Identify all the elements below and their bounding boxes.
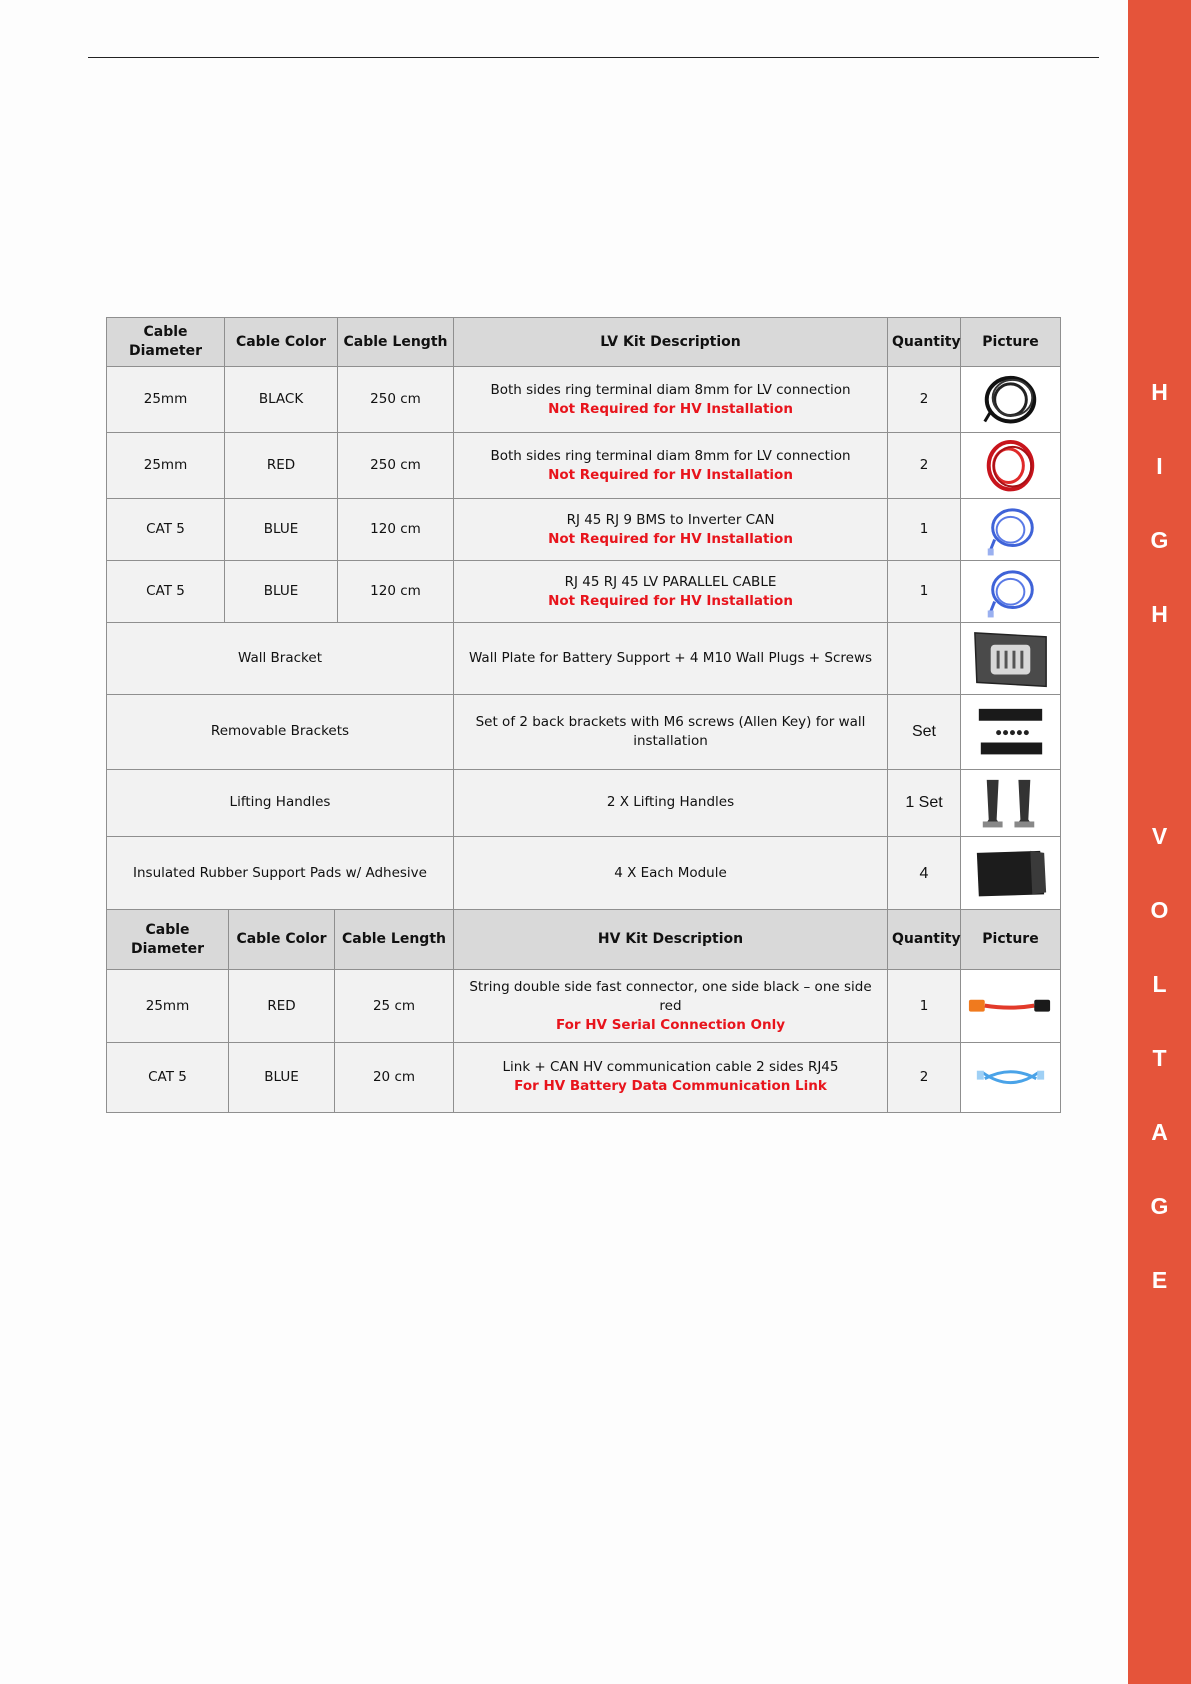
- rubber-pads-image: [961, 837, 1060, 910]
- picture-cell: [961, 367, 1061, 433]
- accessory-name: Wall Bracket: [107, 623, 454, 695]
- back-brackets-image: [961, 695, 1060, 768]
- cable-color: RED: [225, 433, 338, 499]
- header-picture: Picture: [961, 318, 1061, 367]
- cable-length: 120 cm: [338, 561, 454, 623]
- blue-link-cable-image: [961, 1043, 1060, 1111]
- description: [454, 561, 888, 623]
- hv-note: For HV Battery Data Communication Link: [514, 1078, 827, 1095]
- kit-table: [106, 317, 1061, 911]
- description: 2 X Lifting Handles: [454, 769, 888, 836]
- cable-diameter: 25mm: [107, 970, 229, 1043]
- side-letter: O: [1150, 897, 1169, 923]
- picture-cell: [961, 769, 1061, 836]
- accessory-name: Insulated Rubber Support Pads w/ Adhesive: [107, 836, 454, 910]
- hv-header-row: [107, 910, 1061, 970]
- side-letter: L: [1152, 971, 1167, 997]
- table-row: [107, 769, 1061, 836]
- quantity: 4: [888, 836, 961, 910]
- description: Wall Plate for Battery Support + 4 M10 Wall Plugs + Screws: [454, 623, 888, 695]
- hv-connector-cable-image: [961, 970, 1060, 1042]
- description-text: Both sides ring terminal diam 8mm for LV connection: [490, 447, 851, 464]
- cable-length: 250 cm: [338, 433, 454, 499]
- table-row: [107, 499, 1061, 561]
- picture-cell: [961, 499, 1061, 561]
- description: [454, 970, 888, 1043]
- blue-network-cable-image: [961, 562, 1060, 621]
- cable-diameter: CAT 5: [107, 561, 225, 623]
- side-letter: E: [1151, 1267, 1168, 1293]
- description: [454, 433, 888, 499]
- cable-diameter: 25mm: [107, 433, 225, 499]
- description: Set of 2 back brackets with M6 screws (Allen Key) for wall installation: [454, 695, 888, 769]
- cable-length: 250 cm: [338, 367, 454, 433]
- table-row: [107, 561, 1061, 623]
- side-letter: G: [1150, 527, 1169, 553]
- description: [454, 1043, 888, 1112]
- hv-note: Not Required for HV Installation: [548, 466, 793, 483]
- accessory-name: Removable Brackets: [107, 695, 454, 769]
- picture-cell: [961, 1043, 1061, 1112]
- description-text: Both sides ring terminal diam 8mm for LV connection: [490, 381, 851, 398]
- picture-cell: [961, 433, 1061, 499]
- header-cable-color: Cable Color: [229, 910, 335, 970]
- cable-color: RED: [229, 970, 335, 1043]
- quantity: 2: [888, 367, 961, 433]
- table-row: [107, 1043, 1061, 1112]
- description: [454, 499, 888, 561]
- cable-color: BLUE: [229, 1043, 335, 1112]
- hv-note: Not Required for HV Installation: [548, 530, 793, 547]
- description: [454, 367, 888, 433]
- hv-note: Not Required for HV Installation: [548, 400, 793, 417]
- picture-cell: [961, 836, 1061, 910]
- red-cable-coil-image: [961, 434, 1060, 497]
- cable-color: BLUE: [225, 561, 338, 623]
- side-letter: V: [1151, 823, 1168, 849]
- accessory-name: Lifting Handles: [107, 769, 454, 836]
- picture-cell: [961, 970, 1061, 1043]
- header-picture: Picture: [961, 910, 1061, 970]
- picture-cell: [961, 623, 1061, 695]
- cable-diameter: CAT 5: [107, 1043, 229, 1112]
- wall-plate-image: [961, 623, 1060, 694]
- hv-note: Not Required for HV Installation: [548, 592, 793, 609]
- hv-note: For HV Serial Connection Only: [555, 1016, 786, 1033]
- cable-diameter: CAT 5: [107, 499, 225, 561]
- header-hv-description: HV Kit Description: [454, 910, 888, 970]
- lifting-handles-image: [961, 770, 1060, 836]
- cable-color: BLUE: [225, 499, 338, 561]
- header-cable-diameter: Cable Diameter: [107, 318, 225, 367]
- side-letter: T: [1152, 1045, 1167, 1071]
- quantity: 2: [888, 1043, 961, 1112]
- table-row: [107, 433, 1061, 499]
- header-cable-length: Cable Length: [338, 318, 454, 367]
- table-row: [107, 623, 1061, 695]
- side-letter: H: [1151, 601, 1168, 627]
- lv-header-row: [107, 318, 1061, 367]
- table-row: [107, 970, 1061, 1043]
- side-letter: I: [1156, 453, 1163, 479]
- cable-length: 120 cm: [338, 499, 454, 561]
- black-cable-coil-image: [961, 368, 1060, 431]
- picture-cell: [961, 695, 1061, 769]
- quantity: 1: [888, 499, 961, 561]
- header-cable-diameter: Cable Diameter: [107, 910, 229, 970]
- cable-length: 20 cm: [335, 1043, 454, 1112]
- quantity: 1: [888, 970, 961, 1043]
- quantity: 1: [888, 561, 961, 623]
- header-quantity: Quantity: [888, 910, 961, 970]
- description-text: Link + CAN HV communication cable 2 sides RJ45: [502, 1059, 839, 1076]
- hv-kit-table: [106, 909, 1061, 1113]
- description-text: String double side fast connector, one side black – one side red: [469, 978, 872, 1014]
- header-lv-description: LV Kit Description: [454, 318, 888, 367]
- cable-diameter: 25mm: [107, 367, 225, 433]
- side-letter: A: [1151, 1119, 1168, 1145]
- quantity: [888, 623, 961, 695]
- quantity: 2: [888, 433, 961, 499]
- cable-color: BLACK: [225, 367, 338, 433]
- header-quantity: Quantity: [888, 318, 961, 367]
- description-text: RJ 45 RJ 45 LV PARALLEL CABLE: [564, 573, 777, 590]
- table-row: [107, 836, 1061, 910]
- header-cable-length: Cable Length: [335, 910, 454, 970]
- description: 4 X Each Module: [454, 836, 888, 910]
- cable-length: 25 cm: [335, 970, 454, 1043]
- side-letter: G: [1150, 1193, 1169, 1219]
- quantity: Set: [888, 695, 961, 769]
- header-rule: [88, 57, 1099, 58]
- description-text: RJ 45 RJ 9 BMS to Inverter CAN: [566, 511, 775, 528]
- picture-cell: [961, 561, 1061, 623]
- side-letter: H: [1151, 379, 1168, 405]
- table-row: [107, 695, 1061, 769]
- table-row: [107, 367, 1061, 433]
- header-cable-color: Cable Color: [225, 318, 338, 367]
- quantity: 1 Set: [888, 769, 961, 836]
- blue-network-cable-image: [961, 500, 1060, 559]
